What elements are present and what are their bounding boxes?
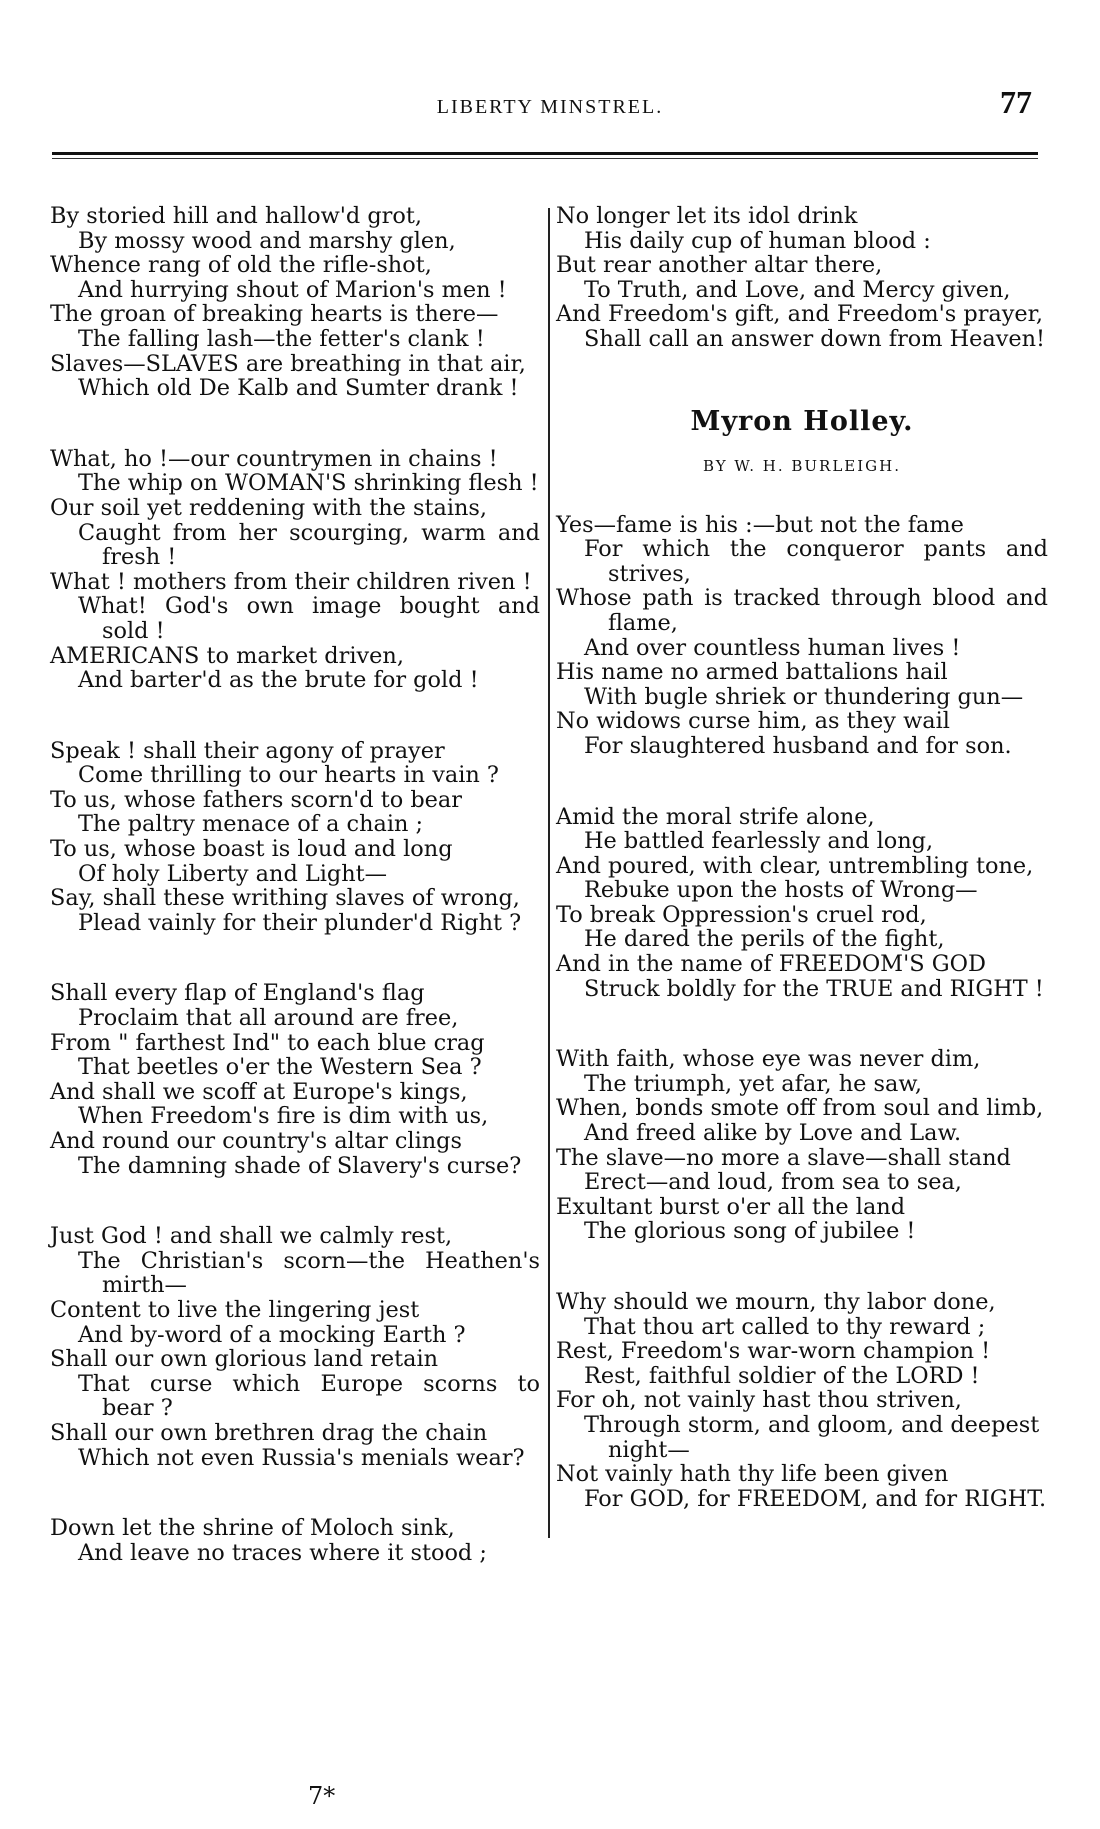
- stanza: [50, 981, 540, 1178]
- stanza: [50, 739, 540, 936]
- verse-line: What ! mothers from their children riven !: [50, 568, 532, 595]
- stanza: [556, 513, 1048, 759]
- verse-line: Caught from her scourging, warm and: [78, 519, 540, 546]
- verse-line: His daily cup of human blood :: [584, 227, 931, 254]
- verse-line: What! God's own image bought and: [78, 593, 540, 620]
- poem-title: Myron Holley.: [690, 405, 914, 437]
- signature-mark: 7*: [308, 1782, 336, 1810]
- right-column: [556, 204, 1048, 1557]
- verse-line: Down let the shrine of Moloch sink,: [50, 1515, 455, 1542]
- poem-author: BY W. H. BURLEIGH.: [702, 456, 901, 475]
- verse-line: Just God ! and shall we calmly rest,: [50, 1223, 453, 1250]
- verse-line: And Freedom's gift, and Freedom's prayer,: [556, 301, 1044, 328]
- verse-line: Yes—fame is his :—but not the fame: [556, 511, 964, 538]
- verse-line: The slave—no more a slave—shall stand: [556, 1144, 1011, 1171]
- verse-line: strives,: [608, 560, 691, 587]
- verse-line: Which old De Kalb and Sumter drank !: [78, 375, 519, 402]
- verse-line: With faith, whose eye was never dim,: [556, 1046, 981, 1073]
- stanza: [50, 447, 540, 693]
- verse-line: To Truth, and Love, and Mercy given,: [584, 276, 1011, 303]
- verse-line: Whence rang of old the rifle-shot,: [50, 252, 432, 279]
- stanza: [556, 805, 1048, 1002]
- verse-line: AMERICANS to market driven,: [50, 642, 404, 669]
- verse-line: Rest, faithful soldier of the LORD !: [584, 1362, 980, 1389]
- verse-line: Rebuke upon the hosts of Wrong—: [584, 877, 978, 904]
- stanza: [50, 1516, 540, 1565]
- verse-line: Content to live the lingering jest: [50, 1296, 420, 1323]
- verse-line: Shall our own brethren drag the chain: [50, 1419, 488, 1446]
- verse-line: And hurrying shout of Marion's men !: [78, 276, 507, 303]
- verse-line: Exultant burst o'er all the land: [556, 1193, 906, 1220]
- verse-line: mirth—: [102, 1272, 187, 1299]
- verse-line: Struck boldly for the TRUE and RIGHT !: [584, 975, 1044, 1002]
- verse-line: For GOD, for FREEDOM, and for RIGHT.: [584, 1485, 1047, 1512]
- verse-line: And leave no traces where it stood ;: [78, 1539, 487, 1566]
- verse-line: night—: [608, 1436, 690, 1463]
- verse-line: Speak ! shall their agony of prayer: [50, 737, 445, 764]
- verse-line: What, ho !—our countrymen in chains !: [50, 445, 498, 472]
- verse-line: With bugle shriek or thundering gun—: [584, 683, 1024, 710]
- verse-line: And round our country's altar clings: [50, 1128, 462, 1154]
- verse-line: Shall call an answer down from Heaven!: [584, 325, 1046, 352]
- verse-line: Shall our own glorious land retain: [50, 1346, 439, 1373]
- verse-line: And freed alike by Love and Law.: [584, 1120, 962, 1147]
- stanza: [50, 204, 540, 401]
- verse-line: And shall we scoff at Europe's kings,: [50, 1078, 468, 1105]
- verse-line: His name no armed battalions hail: [556, 659, 948, 686]
- verse-line: And barter'd as the brute for gold !: [78, 667, 479, 694]
- verse-line: Why should we mourn, thy labor done,: [556, 1289, 996, 1315]
- verse-line: The glorious song of jubilee !: [584, 1218, 916, 1245]
- verse-line: He battled fearlessly and long,: [584, 828, 934, 855]
- verse-line: Of holy Liberty and Light—: [78, 860, 388, 887]
- stanza: [556, 1290, 1048, 1511]
- verse-line: For oh, not vainly hast thou striven,: [556, 1387, 962, 1414]
- verse-line: Say, shall these writhing slaves of wrong,: [50, 885, 520, 912]
- verse-line: flame,: [608, 609, 678, 636]
- verse-line: The groan of breaking hearts is there—: [50, 301, 499, 328]
- verse-line: Which not even Russia's menials wear?: [78, 1444, 525, 1471]
- header-rule-thin: [52, 158, 1038, 159]
- verse-line: Proclaim that all around are free,: [78, 1005, 459, 1032]
- verse-line: That beetles o'er the Western Sea ?: [78, 1054, 482, 1081]
- verse-line: Plead vainly for their plunder'd Right ?: [78, 909, 522, 936]
- column-divider: [548, 208, 550, 1538]
- stanza: [556, 1047, 1048, 1244]
- verse-line: Whose path is tracked through blood and: [556, 585, 1048, 612]
- verse-line: Our soil yet reddening with the stains,: [50, 494, 488, 521]
- verse-line: That curse which Europe scorns to: [78, 1370, 540, 1397]
- verse-line: Rest, Freedom's war-worn champion !: [556, 1338, 991, 1365]
- verse-line: Come thrilling to our hearts in vain ?: [78, 762, 499, 789]
- verse-line: From " farthest Ind" to each blue crag: [50, 1029, 485, 1056]
- verse-line: And over countless human lives !: [584, 634, 961, 661]
- verse-line: sold !: [102, 617, 165, 644]
- verse-line: The Christian's scorn—the Heathen's: [78, 1247, 540, 1274]
- verse-line: The whip on WOMAN'S shrinking flesh !: [78, 470, 539, 497]
- verse-line: The falling lash—the fetter's clank !: [78, 325, 485, 352]
- header-rule: [52, 152, 1038, 155]
- running-title: LIBERTY MINSTREL.: [436, 96, 664, 118]
- verse-line: That thou art called to thy reward ;: [584, 1313, 986, 1340]
- verse-line: bear ?: [102, 1395, 173, 1422]
- verse-line: When, bonds smote off from soul and limb,: [556, 1095, 1044, 1122]
- verse-line: By mossy wood and marshy glen,: [78, 227, 456, 254]
- verse-line: To us, whose fathers scorn'd to bear: [50, 786, 462, 813]
- verse-line: And poured, with clear, untrembling tone,: [556, 852, 1034, 879]
- left-column: [50, 204, 540, 1611]
- verse-line: For which the conqueror pants and: [584, 536, 1048, 563]
- verse-line: And in the name of FREEDOM'S GOD: [556, 951, 986, 978]
- verse-line: No widows curse him, as they wail: [556, 708, 950, 735]
- stanza: [50, 1224, 540, 1470]
- verse-line: When Freedom's fire is dim with us,: [78, 1103, 489, 1130]
- verse-line: Shall every flap of England's flag: [50, 980, 425, 1007]
- verse-line: The paltry menace of a chain ;: [78, 811, 424, 838]
- page-number: 77: [1000, 84, 1032, 120]
- verse-line: To break Oppression's cruel rod,: [556, 901, 927, 928]
- verse-line: But rear another altar there,: [556, 252, 883, 279]
- verse-line: Erect—and loud, from sea to sea,: [584, 1169, 962, 1196]
- verse-line: fresh !: [102, 544, 177, 571]
- verse-line: The triumph, yet afar, he saw,: [584, 1070, 922, 1097]
- verse-line: Amid the moral strife alone,: [556, 803, 875, 830]
- verse-line: Slaves—SLAVES are breathing in that air,: [50, 350, 526, 377]
- verse-line: Through storm, and gloom, and deepest: [584, 1411, 1040, 1438]
- verse-line: And by-word of a mocking Earth ?: [78, 1321, 466, 1348]
- verse-line: He dared the perils of the fight,: [584, 926, 945, 953]
- stanza: [556, 204, 1048, 352]
- verse-line: No longer let its idol drink: [556, 203, 858, 229]
- verse-line: By storied hill and hallow'd grot,: [50, 203, 422, 229]
- verse-line: The damning shade of Slavery's curse?: [78, 1152, 522, 1179]
- verse-line: Not vainly hath thy life been given: [556, 1461, 949, 1488]
- verse-line: To us, whose boast is loud and long: [50, 836, 453, 863]
- verse-line: For slaughtered husband and for son.: [584, 732, 1012, 759]
